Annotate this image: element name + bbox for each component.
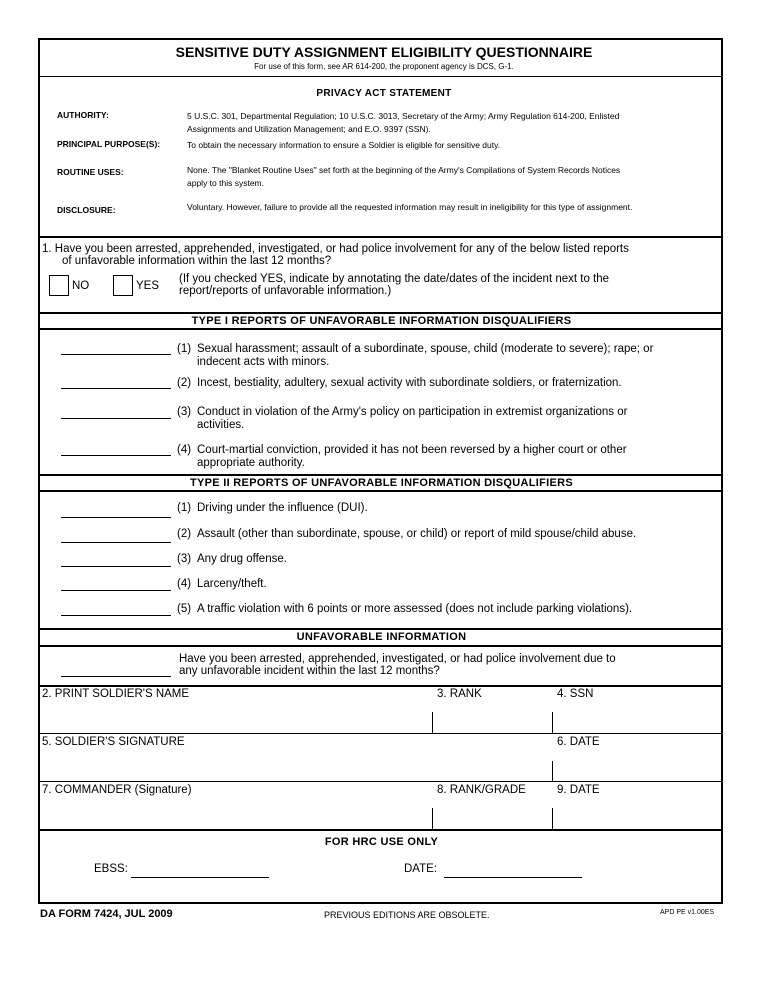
field-separator <box>552 808 553 829</box>
type2-date-field-1[interactable] <box>61 517 171 518</box>
item-text: Court-martial conviction, provided it has not been reversed by a higher court or other <box>197 444 627 456</box>
type1-date-field-1[interactable] <box>61 354 171 355</box>
divider <box>38 645 723 647</box>
rank-field[interactable] <box>434 702 552 732</box>
item-number: (1) <box>177 502 192 514</box>
field-separator <box>432 808 433 829</box>
question1-instruction-line1: (If you checked YES, indicate by annotating the date/dates of the incident next to the <box>179 273 610 285</box>
field-separator <box>432 712 433 733</box>
type2-date-field-2[interactable] <box>61 542 171 543</box>
ebss-label: EBSS: <box>94 863 128 875</box>
item-text-cont: activities. <box>197 419 245 431</box>
type1-date-field-2[interactable] <box>61 388 171 389</box>
type2-date-field-3[interactable] <box>61 566 171 567</box>
type2-date-field-4[interactable] <box>61 590 171 591</box>
rank-grade-label: 8. RANK/GRADE <box>437 784 526 796</box>
item-number: (2) <box>177 377 192 389</box>
ssn-field[interactable] <box>554 702 720 732</box>
type2-item-1 <box>177 502 697 515</box>
type2-item-4 <box>177 578 697 591</box>
item-text: A traffic violation with 6 points or more assessed (does not include parking violations). <box>197 603 633 615</box>
routine-line2: apply to this system. <box>187 178 265 188</box>
divider <box>38 685 723 687</box>
divider <box>38 474 723 476</box>
type1-item-3 <box>177 406 697 432</box>
rank-label: 3. RANK <box>437 688 482 700</box>
authority-line2: Assignments and Utilization Management; and E.O. 9397 (SSN). <box>187 124 431 134</box>
unfavorable-date-field[interactable] <box>61 676 171 677</box>
field-separator <box>552 761 553 781</box>
no-label: NO <box>72 280 90 292</box>
type2-item-5 <box>177 603 697 616</box>
unfavorable-line2: any unfavorable incident within the last 12 months? <box>179 665 440 677</box>
item-number: (3) <box>177 553 192 565</box>
date2-label: 9. DATE <box>557 784 600 796</box>
soldier-name-field[interactable] <box>40 702 430 732</box>
divider <box>38 781 723 782</box>
soldier-name-label: 2. PRINT SOLDIER'S NAME <box>42 688 190 700</box>
type1-date-field-4[interactable] <box>61 455 171 456</box>
unfavorable-line1: Have you been arrested, apprehended, investigated, or had police involvement due to <box>179 653 616 665</box>
type2-heading: TYPE II REPORTS OF UNFAVORABLE INFORMATION DISQUALIFIERS <box>189 477 574 489</box>
item-text: Conduct in violation of the Army's policy on participation in extremist organizations or <box>197 406 628 418</box>
commander-label: 7. COMMANDER (Signature) <box>42 784 192 796</box>
commander-field[interactable] <box>40 798 430 828</box>
type1-heading: TYPE I REPORTS OF UNFAVORABLE INFORMATION DISQUALIFIERS <box>191 315 572 327</box>
date-field[interactable] <box>554 750 720 780</box>
form-title: SENSITIVE DUTY ASSIGNMENT ELIGIBILITY QUESTIONNAIRE <box>175 44 593 60</box>
item-text: Incest, bestiality, adultery, sexual activity with subordinate soldiers, or fraternization. <box>197 377 622 389</box>
hrc-heading: FOR HRC USE ONLY <box>324 836 439 848</box>
divider <box>38 236 723 238</box>
type1-item-1 <box>177 343 697 369</box>
signature-field[interactable] <box>40 750 550 780</box>
disclosure-label: DISCLOSURE: <box>57 205 116 215</box>
divider <box>38 733 723 734</box>
item-text: Sexual harassment; assault of a subordinate, spouse, child (moderate to severe); rape; or <box>197 343 654 355</box>
yes-checkbox[interactable] <box>113 275 133 296</box>
type2-item-3 <box>177 553 697 566</box>
date-label: 6. DATE <box>557 736 600 748</box>
divider <box>38 76 723 77</box>
type1-date-field-3[interactable] <box>61 418 171 419</box>
type2-item-2 <box>177 528 697 541</box>
divider <box>38 628 723 630</box>
form-id: DA FORM 7424, JUL 2009 <box>40 908 173 920</box>
type1-item-4 <box>177 444 697 470</box>
routine-label: ROUTINE USES: <box>57 167 124 177</box>
divider <box>38 829 723 831</box>
disclosure-text: Voluntary. However, failure to provide all the requested information may result in ineligibility for this type of assignment. <box>187 202 633 212</box>
privacy-heading: PRIVACY ACT STATEMENT <box>316 88 452 99</box>
rank-grade-field[interactable] <box>434 798 552 828</box>
ebss-field[interactable] <box>131 877 269 878</box>
field-separator <box>552 712 553 733</box>
type1-item-2 <box>177 377 697 390</box>
item-number: (5) <box>177 603 192 615</box>
signature-label: 5. SOLDIER'S SIGNATURE <box>42 736 185 748</box>
type2-date-field-5[interactable] <box>61 615 171 616</box>
divider <box>38 328 723 330</box>
item-number: (4) <box>177 578 192 590</box>
ssn-label: 4. SSN <box>557 688 594 700</box>
divider <box>38 490 723 492</box>
item-text: Assault (other than subordinate, spouse, or child) or report of mild spouse/child abuse. <box>197 528 637 540</box>
item-number: (1) <box>177 343 192 355</box>
item-text: Larceny/theft. <box>197 578 267 590</box>
question1-line1: 1. Have you been arrested, apprehended, investigated, or had police involvement for any of the below listed reports <box>42 243 629 255</box>
authority-label: AUTHORITY: <box>57 110 109 120</box>
question1-instruction-line2: report/reports of unfavorable information.) <box>179 285 392 297</box>
item-text: Any drug offense. <box>197 553 287 565</box>
hrc-date-label: DATE: <box>404 863 438 875</box>
item-number: (2) <box>177 528 192 540</box>
no-checkbox[interactable] <box>49 275 69 296</box>
divider <box>38 312 723 314</box>
routine-line1: None. The "Blanket Routine Uses" set forth at the beginning of the Army's Compilations of System Records Notices <box>187 165 621 175</box>
item-number: (4) <box>177 444 192 456</box>
question1-line2: of unfavorable information within the last 12 months? <box>62 255 332 267</box>
form-subtitle: For use of this form, see AR 614-200, the proponent agency is DCS, G-1. <box>254 62 514 71</box>
authority-line1: 5 U.S.C. 301, Departmental Regulation; 10 U.S.C. 3013, Secretary of the Army; Army Regulation 614-200, Enlisted <box>187 111 620 121</box>
item-text-cont: indecent acts with minors. <box>197 356 330 368</box>
item-text: Driving under the influence (DUI). <box>197 502 368 514</box>
purpose-text: To obtain the necessary information to ensure a Soldier is eligible for sensitive duty. <box>187 140 501 150</box>
item-text-cont: appropriate authority. <box>197 457 305 469</box>
yes-label: YES <box>136 280 160 292</box>
version-label: APD PE v1.00ES <box>660 909 715 916</box>
unfavorable-heading: UNFAVORABLE INFORMATION <box>296 631 467 643</box>
purpose-label: PRINCIPAL PURPOSE(S): <box>57 139 161 149</box>
item-number: (3) <box>177 406 192 418</box>
hrc-date-field[interactable] <box>444 877 582 878</box>
editions-note: PREVIOUS EDITIONS ARE OBSOLETE. <box>324 910 490 920</box>
date2-field[interactable] <box>554 798 720 828</box>
